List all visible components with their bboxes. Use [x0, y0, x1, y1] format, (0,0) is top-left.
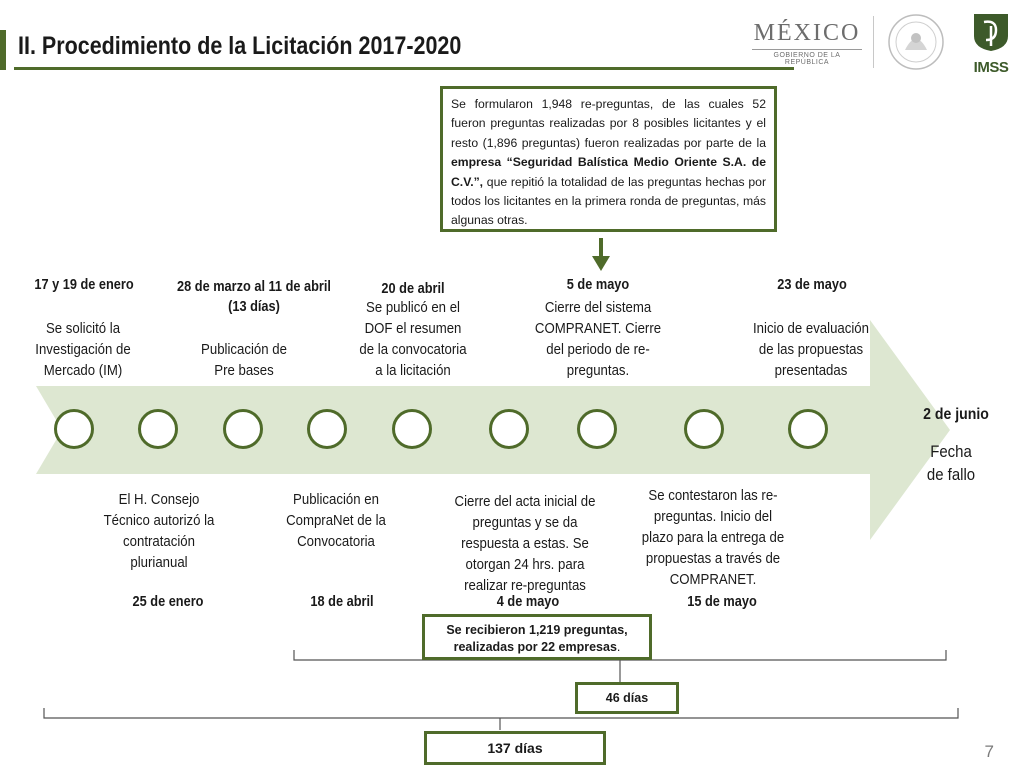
event-date: 23 de mayo [777, 277, 847, 293]
title-underline [14, 67, 794, 70]
event-date: 28 de marzo al 11 de abril (13 días) [177, 279, 331, 315]
imss-emblem-icon [968, 12, 1014, 52]
event-desc: Cierre del sistema COMPRANET. Cierre del periodo de re-preguntas. [534, 299, 662, 379]
questions-received-suffix: . [616, 640, 621, 654]
event-desc: Se publicó en el DOF el resumen de la convocatoria a la licitación [359, 299, 467, 379]
timeline-node-7 [577, 409, 617, 449]
event-desc: Publicación de Pre bases [201, 341, 287, 379]
event-desc: Publicación en CompraNet de la Convocatoria [286, 491, 386, 550]
mexico-logo-text: MÉXICO [753, 20, 861, 46]
info-text-company: empresa “Seguridad Balística Medio Oriente S.A. de C.V.”, [451, 155, 766, 189]
national-seal-icon [885, 12, 947, 72]
gobierno-logo-text: GOBIERNO DE LA REPÚBLICA [752, 49, 862, 66]
event-date: 17 y 19 de enero [34, 277, 134, 293]
timeline-node-6 [489, 409, 529, 449]
timeline-node-3 [223, 409, 263, 449]
timeline-node-9 [788, 409, 828, 449]
timeline-node-5 [392, 409, 432, 449]
event-desc: Inicio de evaluación de las propuestas presentadas [753, 320, 869, 379]
event-desc: Se contestaron las re-preguntas. Inicio del plazo para la entrega de propuestas a través de COMPRANET. [641, 487, 785, 588]
questions-received-box [422, 614, 652, 660]
title-accent-bar [0, 30, 6, 70]
event-date: 15 de mayo [687, 594, 757, 610]
event-desc: El H. Consejo Técnico autorizó la contratación plurianual [103, 491, 215, 571]
info-text-end: que repitió la totalidad de las preguntas hechas por todos los licitantes en la primera ronda de preguntas, más algunas otras. [451, 174, 766, 228]
page-number: 7 [984, 742, 994, 761]
down-arrow-icon [590, 238, 612, 272]
logo-divider [873, 16, 874, 68]
final-event-date: 2 de junio [923, 406, 989, 423]
final-event-desc: Fecha de fallo [926, 442, 976, 484]
imss-logo-text: IMSS [973, 59, 1009, 76]
event-desc: Cierre del acta inicial de preguntas y se da respuesta a estas. Se otorgan 24 hrs. para realizar re-preguntas [454, 493, 596, 594]
timeline-node-1 [54, 409, 94, 449]
timeline-node-4 [307, 409, 347, 449]
days-137-label: 137 días [487, 740, 543, 756]
event-date: 5 de mayo [566, 277, 630, 293]
event-date: 18 de abril [310, 594, 374, 610]
mexico-logo [752, 20, 862, 66]
info-text-start: Se formularon 1,948 re-preguntas, de las cuales 52 fueron preguntas realizadas por 8 posibles licitantes y el resto (1,896 preguntas) fueron realizadas por parte de la [451, 97, 766, 150]
event-date: 4 de mayo [496, 594, 560, 610]
days-46-label: 46 días [605, 691, 649, 705]
page-title: II. Procedimiento de la Licitación 2017-2020 [18, 32, 462, 60]
days-46-box [575, 682, 679, 714]
timeline-node-8 [684, 409, 724, 449]
event-date: 20 de abril [381, 281, 445, 297]
repreguntas-info-box [440, 86, 777, 232]
timeline-node-2 [138, 409, 178, 449]
event-desc: Se solicitó la Investigación de Mercado (IM) [35, 320, 131, 379]
days-137-box [424, 731, 606, 765]
imss-logo [966, 12, 1016, 74]
event-date: 25 de enero [132, 594, 204, 610]
questions-received-text: Se recibieron 1,219 preguntas, realizadas por 22 empresas [446, 623, 628, 654]
